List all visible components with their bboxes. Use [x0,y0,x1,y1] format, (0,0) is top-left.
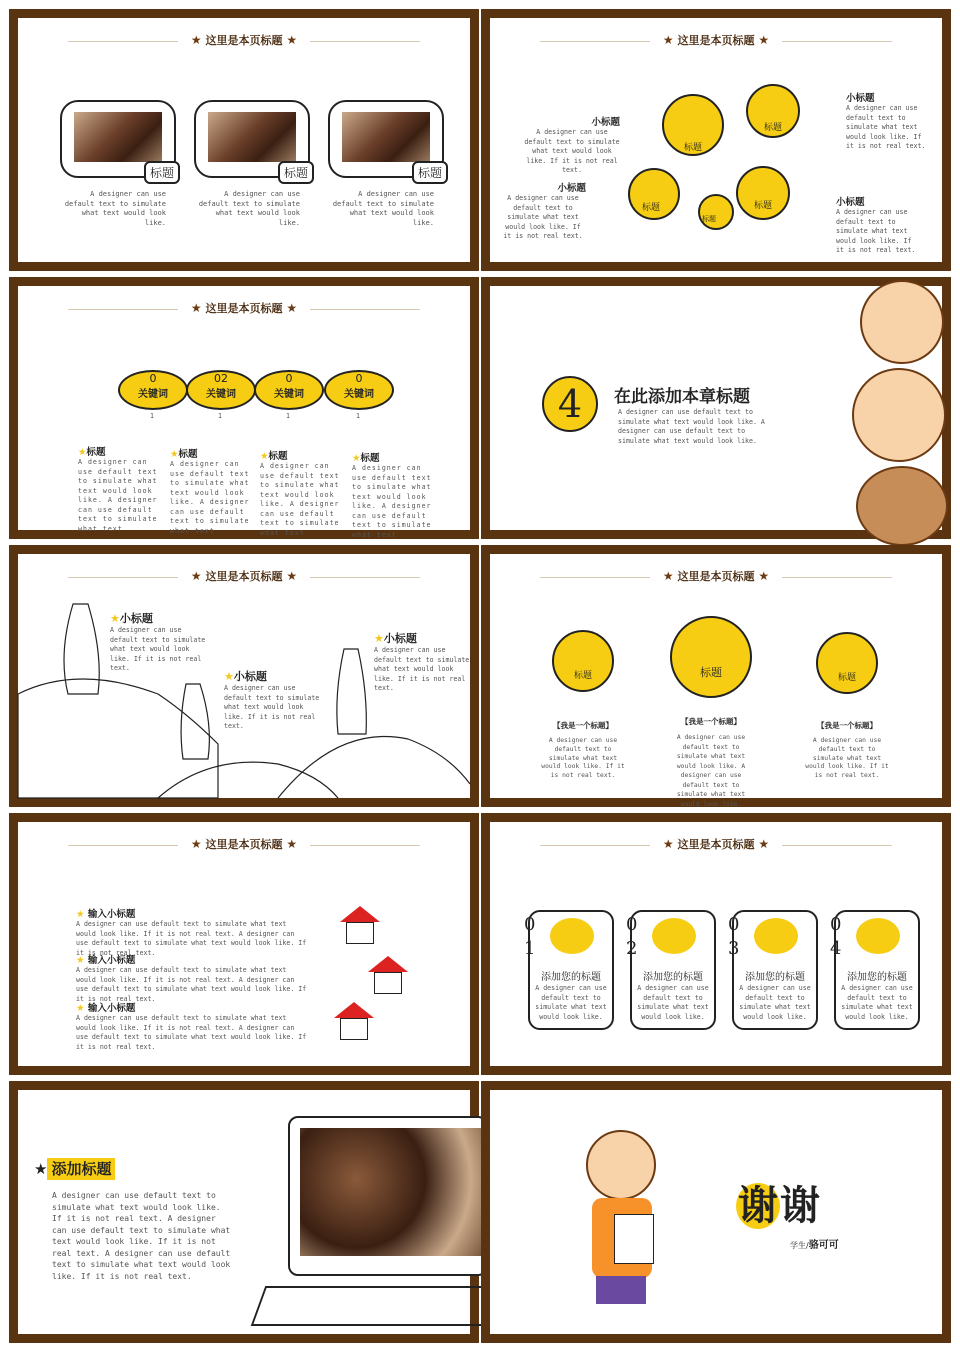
slide-header: ★ 这里是本页标题 ★ [18,32,470,52]
slide-9 [9,1081,479,1343]
item-4: 小标题 A designer can use default text to simulate what text would look like. If it is not real text. [836,197,916,254]
item-2: ★标题 A designer can use default text to simulate what text would look like. A designer can use default text to simulate what text [170,449,250,535]
card-text-1: A designer can use default text to simulate what text would look like. [64,190,166,227]
slide-header: ★ 这里是本页标题 ★ [490,836,942,856]
section-text: A designer can use default text to simulate what text would look like. If it is not real text. A designer can use default text to simulate what text would look like. If it is not real text. A designer can use default text to simulate what text would look like. If it is not real text. [52,1191,231,1281]
slide-header: ★ 这里是本页标题 ★ [18,836,470,856]
card-text-3: A designer can use default text to simulate what text would look like. [332,190,434,227]
muffin-photo [342,112,430,162]
slide-header: ★ 这里是本页标题 ★ [18,300,470,320]
gear-label: 标题 [684,143,703,153]
house-icon [334,1002,374,1040]
chapter-number-badge: 4 [542,376,598,432]
rss-gear-icon: 标题 [552,630,614,692]
page-title: 这里是本页标题 [205,34,283,47]
page-title: 这里是本页标题 [205,570,283,583]
item-1: 【我是一个标题】 A designer can use default text to simulate what text would look like. If it is not real text. [541,721,625,780]
gear-label: 标题 [764,123,783,133]
chapter-title: 在此添加本章标题 [614,387,750,407]
chapter-text: A designer can use default text to simulate what text would look like. A designer can use default text to simulate what text would look like. [618,408,765,445]
slide-header: ★ 这里是本页标题 ★ [490,568,942,588]
item-3: ★ 输入小标题 A designer can use default text to simulate what text would look like. If it is not real text. A designer can use default text to simulate what text would look like. If it is not real text. [76,1003,307,1051]
slide-1 [9,9,479,271]
slide-8 [481,813,951,1075]
slide-4 [481,277,951,539]
slide-7 [9,813,479,1075]
girl-illustration [578,1130,668,1340]
slide-header: ★ 这里是本页标题 ★ [490,32,942,52]
item-3: ★小标题 A designer can use default text to simulate what text would look like. If it is not real text. [374,632,470,692]
item-2: 【我是一个标题】 A designer can use default text to simulate what text would look like. A designer can use default text to simulate what text would look like. [676,717,746,808]
pencil-gear-icon: 标题 [816,632,878,694]
keyword-pill-3: 0 关键词 [254,370,324,410]
gear-icon [736,166,790,220]
gear-label: 标题 [642,203,661,213]
house-icon [368,956,408,994]
gear-icon [698,194,734,230]
pin-gear-icon: 标题 [670,616,752,698]
page-title: 这里是本页标题 [677,838,755,851]
slide-header: ★ 这里是本页标题 ★ [18,568,470,588]
photo-card-3 [328,100,444,178]
item-1: 小标题 A designer can use default text to simulate what text would look like. If it is not real text. [524,117,620,174]
item-2: 小标题 A designer can use default text to simulate what text would look like. If it is not real text. [503,183,586,240]
photo-card-1 [60,100,176,178]
item-3: 【我是一个标题】 A designer can use default text to simulate what text would look like. If it is not real text. [805,721,889,780]
item-1: ★ 输入小标题 A designer can use default text to simulate what text would look like. If it is not real text. A designer can use default text to simulate what text would look like. If it is not real text. [76,909,307,957]
item-4: ★标题 A designer can use default text to simulate what text would look like. A designer can use default text to simulate what text [352,453,432,539]
pencil-icon [754,918,798,954]
item-2: ★ 输入小标题 A designer can use default text to simulate what text would look like. If it is not real text. A designer can use default text to simulate what text would look like. If it is not real text. [76,955,307,1003]
card-3: 0 3 添加您的标题 A designer can use default text to simulate what text would look like. [732,910,818,1030]
tag-label: 标题 [412,161,448,184]
item-1: ★标题 A designer can use default text to simulate what text would look like. A designer can use default text to simulate what text [78,447,158,533]
slide-5 [9,545,479,807]
tag-icon [550,918,594,954]
item-1: ★小标题 A designer can use default text to simulate what text would look like. If it is not real text. [110,612,206,672]
star-icon: ★ [34,1160,48,1178]
slide-3: ★ 这里是本页标题 ★ 0 关键词 02 关键词 0 关键词 0 关键词 1 1 1 1 ★标题 A designer can use default text to simulate what text would look like. A designer can use default text to simulate what text ★标题 A designer can use default text to simulate what text would look like. A designer can use default text to simulate what text ★标题 A designer can use default text to simulate what text would look like. A designer can use default text to simulate what text ★标题 A designer can use default text to simulate what text would look like. A designer can use default text to simulate what text [9,277,479,539]
keyword-pill-1: 0 关键词 [118,370,188,410]
author: 学生/骆可可 [790,1240,839,1251]
kids-illustration [842,280,952,550]
item-3: ★标题 A designer can use default text to simulate what text would look like. A designer can use default text to simulate what text [260,451,340,537]
house-icon [340,906,380,944]
gear-label: 标题 [702,215,716,223]
section-title: ★ 添加标题 [34,1158,115,1179]
card-text-2: A designer can use default text to simulate what text would look like. [198,190,300,227]
thanks-text: 谢谢 [738,1183,820,1229]
slide-2 [481,9,951,271]
pin-icon [856,918,900,954]
page-title: 这里是本页标题 [677,570,755,583]
page-title: 这里是本页标题 [205,838,283,851]
card-4: 0 4 添加您的标题 A designer can use default text to simulate what text would look like. [834,910,920,1030]
tag-label: 标题 [278,161,314,184]
muffin-photo [208,112,296,162]
muffin-photo [74,112,162,162]
photo-card-2 [194,100,310,178]
tag-label: 标题 [144,161,180,184]
item-3: 小标题 A designer can use default text to simulate what text would look like. If it is not real text. [846,93,926,150]
laptop-illustration [288,1116,488,1346]
keyword-pill-4: 0 关键词 [324,370,394,410]
slide-6 [481,545,951,807]
page-title: 这里是本页标题 [205,302,283,315]
slide-10 [481,1081,951,1343]
item-2: ★小标题 A designer can use default text to simulate what text would look like. If it is not real text. [224,670,320,730]
card-2: 0 2 添加您的标题 A designer can use default text to simulate what text would look like. [630,910,716,1030]
chocolates-photo [300,1128,488,1256]
card-1: 0 1 添加您的标题 A designer can use default text to simulate what text would look like. [528,910,614,1030]
page-title: 这里是本页标题 [677,34,755,47]
keyword-pill-2: 02 关键词 [186,370,256,410]
rss-icon [652,918,696,954]
gear-label: 标题 [754,201,773,211]
